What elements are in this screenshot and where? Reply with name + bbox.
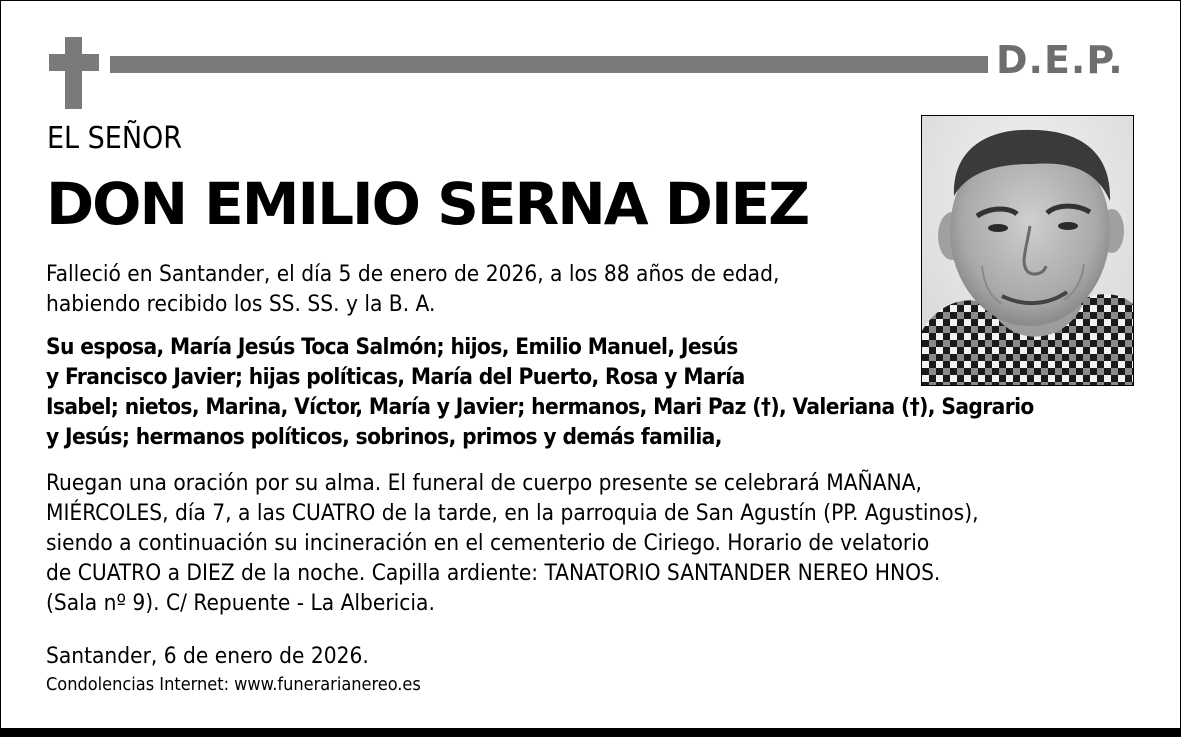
announcement-paragraph	[46, 259, 779, 319]
family-line: y Jesús; hermanos políticos, sobrinos, primos y demás familia,	[46, 424, 722, 450]
family-line: y Francisco Javier; hijas políticas, María del Puerto, Rosa y María	[46, 364, 745, 390]
funeral-line: (Sala nº 9). C/ Repuente - La Albericia.	[46, 590, 435, 616]
announcement-line: Falleció en Santander, el día 5 de enero de 2026, a los 88 años de edad,	[46, 261, 780, 287]
cross-icon	[49, 37, 99, 109]
announcement-line: habiendo recibido los SS. SS. y la B. A.	[46, 291, 436, 317]
funeral-line: Ruegan una oración por su alma. El funeral de cuerpo presente se celebrará MAÑANA,	[46, 470, 922, 496]
condolences-text: Condolencias Internet: www.funerarianereo.es	[46, 674, 421, 695]
family-line: Isabel; nietos, Marina, Víctor, María y Javier; hermanos, Mari Paz (†), Valeriana (†), Sagrario	[46, 394, 1034, 420]
honorific: EL SEÑOR	[47, 121, 183, 156]
dep-label: D.E.P.	[996, 38, 1124, 82]
header-rule	[110, 56, 988, 73]
funeral-paragraph	[46, 468, 979, 618]
family-line: Su esposa, María Jesús Toca Salmón; hijos, Emilio Manuel, Jesús	[46, 334, 738, 360]
funeral-line: MIÉRCOLES, día 7, a las CUATRO de la tarde, en la parroquia de San Agustín (PP. Agustinos),	[46, 500, 979, 526]
funeral-line: de CUATRO a DIEZ de la noche. Capilla ardiente: TANATORIO SANTANDER NEREO HNOS.	[46, 560, 941, 586]
funeral-line: siendo a continuación su incineración en el cementerio de Ciriego. Horario de velatorio	[46, 530, 930, 556]
bottom-border	[0, 728, 1181, 737]
place-date: Santander, 6 de enero de 2026.	[46, 643, 369, 669]
family-paragraph	[46, 332, 1034, 452]
deceased-name: DON EMILIO SERNA DIEZ	[46, 170, 809, 238]
